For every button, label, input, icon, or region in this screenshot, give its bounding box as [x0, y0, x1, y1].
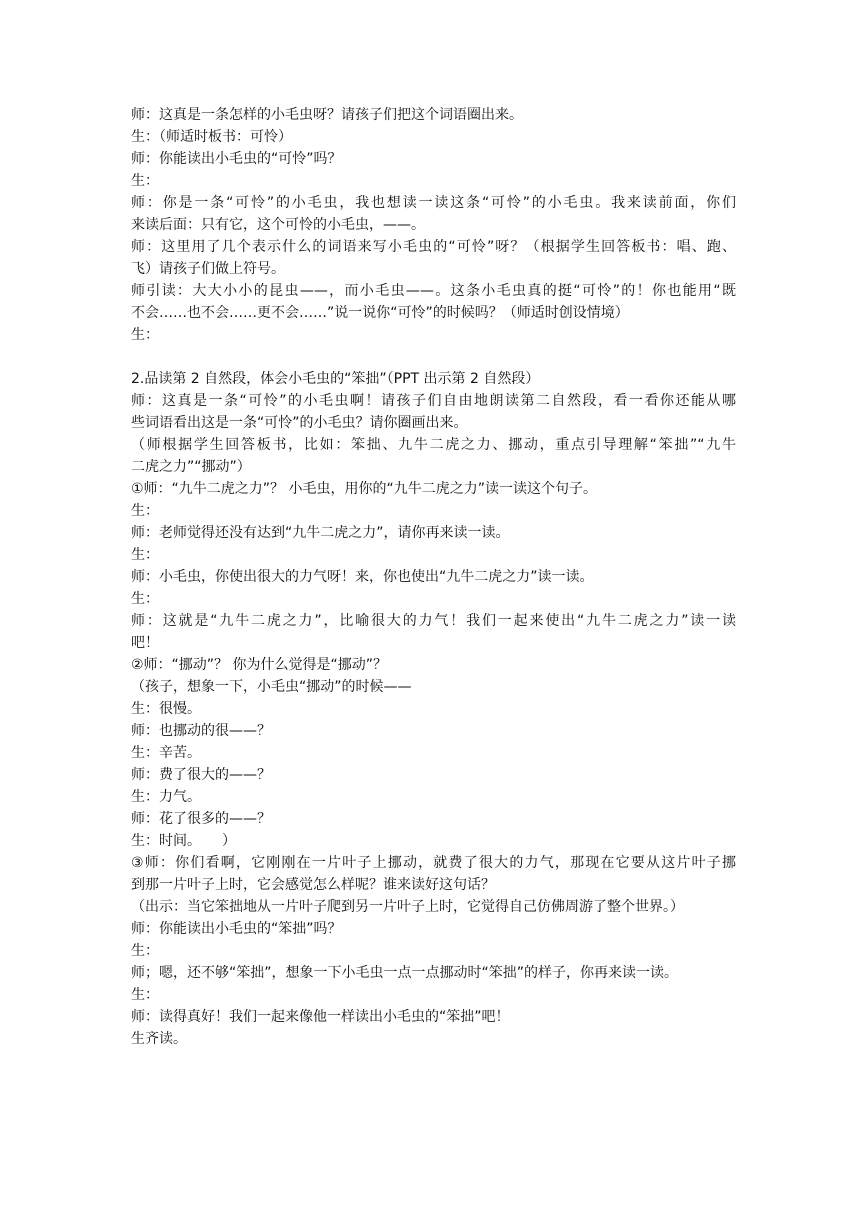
- text-line: 师引读：大大小小的昆虫——，而小毛虫——。这条小毛虫真的挺“可怜”的！你也能用“既: [131, 283, 736, 299]
- text-line: 生：很慢。: [131, 701, 201, 717]
- text-line: 些词语看出这是一条“可怜”的小毛虫？请你圈画出来。: [131, 415, 468, 431]
- text-line: 师：这里用了几个表示什么的词语来写小毛虫的“可怜”呀？（根据学生回答板书：唱、跑、: [131, 239, 736, 255]
- text-line: 二虎之力”“挪动”）: [131, 459, 251, 475]
- text-line: 生：力气。: [131, 789, 201, 805]
- text-line: 师：花了很多的——？: [131, 811, 271, 827]
- text-line: 师：读得真好！我们一起来像他一样读出小毛虫的“笨拙”吧！: [131, 1009, 510, 1025]
- text-line: 生：: [131, 173, 159, 189]
- text-line: 生齐读。: [131, 1031, 187, 1047]
- text-line: 师：小毛虫，你使出很大的力气呀！来，你也使出“九牛二虎之力”读一读。: [131, 569, 594, 585]
- text-line: 师：费了很大的——？: [131, 767, 271, 783]
- text-line: 来读后面：只有它，这个可怜的小毛虫，——。: [131, 217, 425, 233]
- text-line: （出示：当它笨拙地从一片叶子爬到另一片叶子上时，它觉得自己仿佛周游了整个世界。）: [131, 899, 684, 915]
- text-line: 吧！: [131, 635, 159, 651]
- text-line: 师：也挪动的很——？: [131, 723, 271, 739]
- text-line: 生：辛苦。: [131, 745, 201, 761]
- text-line: 生：（师适时板书：可怜）: [131, 129, 292, 145]
- text-line: 生：: [131, 547, 159, 563]
- text-line: 师：老师觉得还没有达到“九牛二虎之力”，请你再来读一读。: [131, 525, 510, 541]
- text-line: （孩子，想象一下，小毛虫“挪动”的时候——: [131, 679, 412, 695]
- text-line: 到那一片叶子上时，它会感觉怎么样呢？谁来读好这句话？: [131, 877, 495, 893]
- text-line: 师：这真是一条怎样的小毛虫呀？请孩子们把这个词语圈出来。: [131, 107, 523, 123]
- text-line: （师根据学生回答板书，比如：笨拙、九牛二虎之力、挪动，重点引导理解“笨拙”“九牛: [131, 437, 736, 453]
- text-line: 师：这真是一条“可怜”的小毛虫啊！请孩子们自由地朗读第二自然段，看一看你还能从哪: [131, 393, 736, 409]
- text-line: 生：: [131, 591, 159, 607]
- text-line: ③师：你们看啊，它刚刚在一片叶子上挪动，就费了很大的力气，那现在它要从这片叶子挪: [131, 855, 736, 871]
- text-line: 生：: [131, 943, 159, 959]
- text-line: 生：: [131, 327, 159, 343]
- text-line: 飞）请孩子们做上符号。: [131, 261, 285, 277]
- text-line: ②师：“挪动”？ 你为什么觉得是“挪动”？: [131, 657, 388, 673]
- text-line: 师；嗯，还不够“笨拙”，想象一下小毛虫一点一点挪动时“笨拙”的样子，你再来读一读。: [131, 965, 679, 981]
- text-line: 2.品读第 2 自然段，体会小毛虫的“笨拙”（PPT 出示第 2 自然段）: [131, 371, 540, 387]
- text-line: ①师：“九牛二虎之力”？ 小毛虫，用你的“九牛二虎之力”读一读这个句子。: [131, 481, 598, 497]
- text-line: 生：: [131, 503, 159, 519]
- text-line: 不会……也不会……更不会……”说一说你“可怜”的时候吗？（师适时创设情境）: [131, 305, 629, 321]
- document-body: [131, 104, 736, 1050]
- text-line: 师：你能读出小毛虫的“可怜”吗？: [131, 151, 342, 167]
- blank-line: [131, 346, 736, 368]
- text-line: 生：时间。 ）: [131, 833, 236, 849]
- text-line: 师：这就是“九牛二虎之力”，比喻很大的力气！我们一起来使出“九牛二虎之力”读一读: [131, 613, 736, 629]
- text-line: 师：你能读出小毛虫的“笨拙”吗？: [131, 921, 342, 937]
- text-line: 生：: [131, 987, 159, 1003]
- text-line: 师：你是一条“可怜”的小毛虫，我也想读一读这条“可怜”的小毛虫。我来读前面，你们: [131, 195, 736, 211]
